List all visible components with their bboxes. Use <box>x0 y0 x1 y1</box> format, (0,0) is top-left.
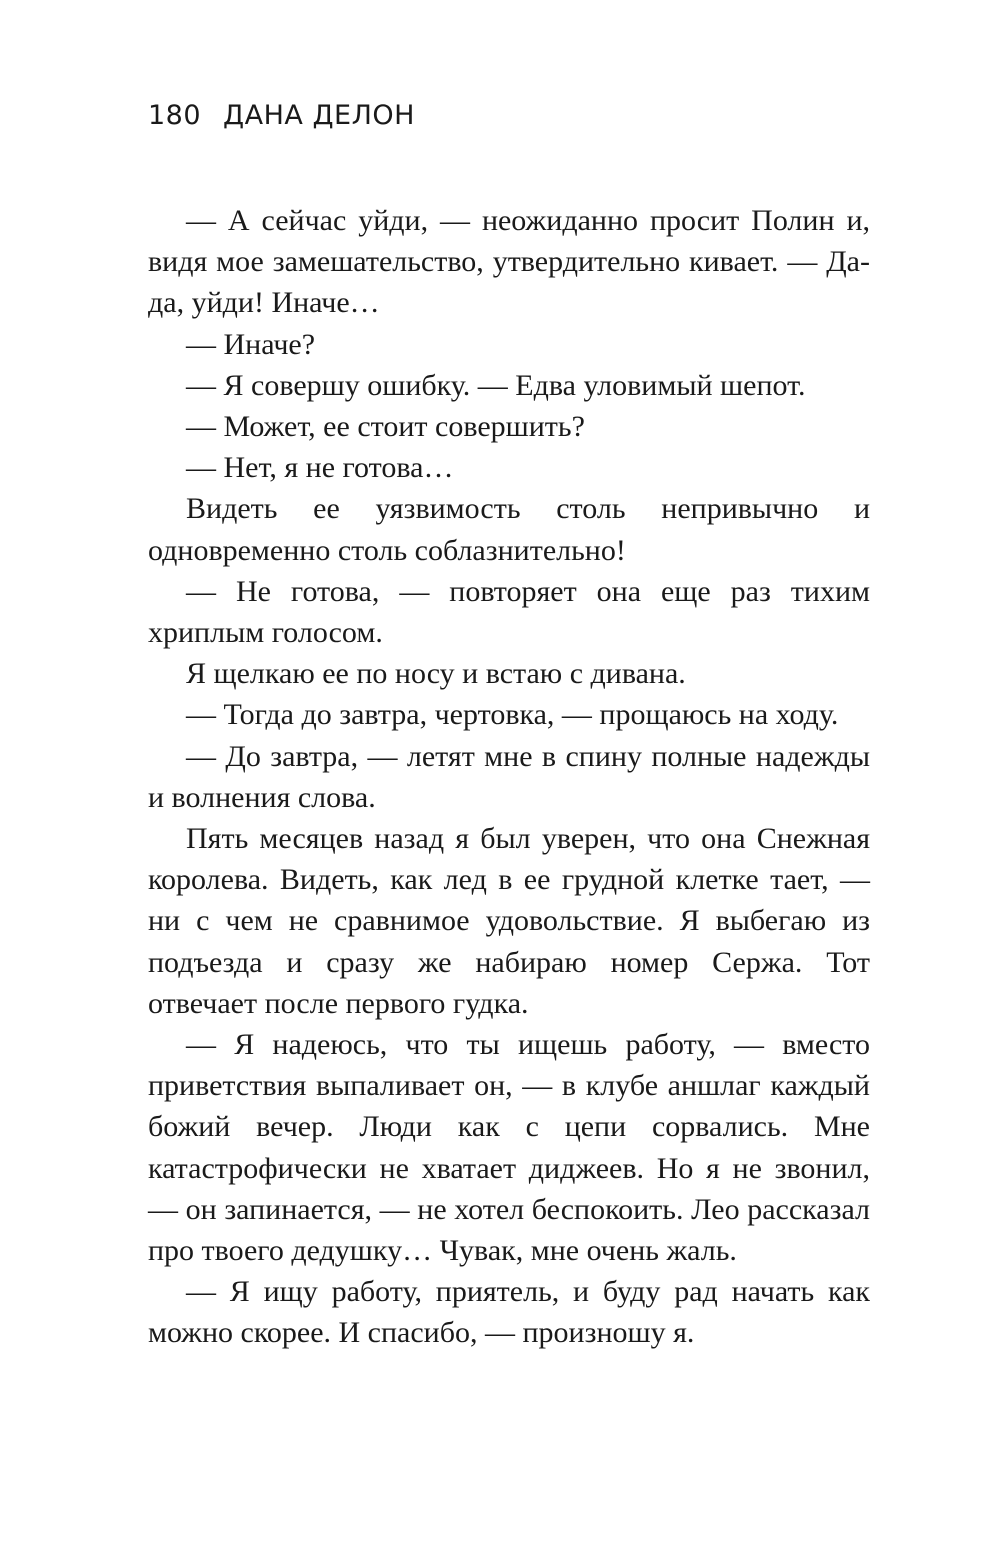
paragraph: — Может, ее стоит совершить? <box>186 410 585 444</box>
paragraph: — До завтра, — летят мне в спину полные надежды и волнения слова. <box>148 739 870 814</box>
author-name: ДАНА ДЕЛОН <box>223 100 415 131</box>
running-head <box>148 100 415 140</box>
paragraph: — Я совершу ошибку. — Едва уловимый шепот. <box>186 368 806 402</box>
paragraph: Я щелкаю ее по носу и встаю с дивана. <box>186 657 686 691</box>
paragraph: Пять месяцев назад я был уверен, что она Снежная королева. Видеть, как лед в ее грудной клетке тает, — ни с чем не сравнимое удовольствие. Я выбегаю из подъезда и сразу же набираю номер Сержа. Тот отвечает после первого гудка. <box>148 822 870 1020</box>
paragraph: — Я надеюсь, что ты ищешь работу, — вместо приветствия выпаливает он, — в клубе аншлаг каждый божий вечер. Люди как с цепи сорвались. Мне катастрофически не хватает диджеев. Но я не звонил, — он запинается, — не хотел беспокоить. Лео рассказал про твоего дедушку… Чувак, мне очень жаль. <box>148 1028 870 1268</box>
paragraph: — Я ищу работу, приятель, и буду рад начать как можно скорее. И спасибо, — произношу я. <box>148 1275 870 1350</box>
paragraph: Видеть ее уязвимость столь непривычно и одновременно столь соблазнительно! <box>148 492 870 567</box>
paragraph: — Нет, я не готова… <box>186 451 454 485</box>
paragraph: — А сейчас уйди, — неожиданно просит Полин и, видя мое замешательство, утвердительно кивает. — Да-да, уйди! Иначе… <box>148 204 870 320</box>
body-text <box>148 200 870 1354</box>
paragraph: — Тогда до завтра, чертовка, — прощаюсь на ходу. <box>186 698 839 732</box>
paragraph: — Не готова, — повторяет она еще раз тихим хриплым голосом. <box>148 574 870 650</box>
page-number: 180 <box>148 100 202 131</box>
paragraph: — Иначе? <box>186 327 316 361</box>
